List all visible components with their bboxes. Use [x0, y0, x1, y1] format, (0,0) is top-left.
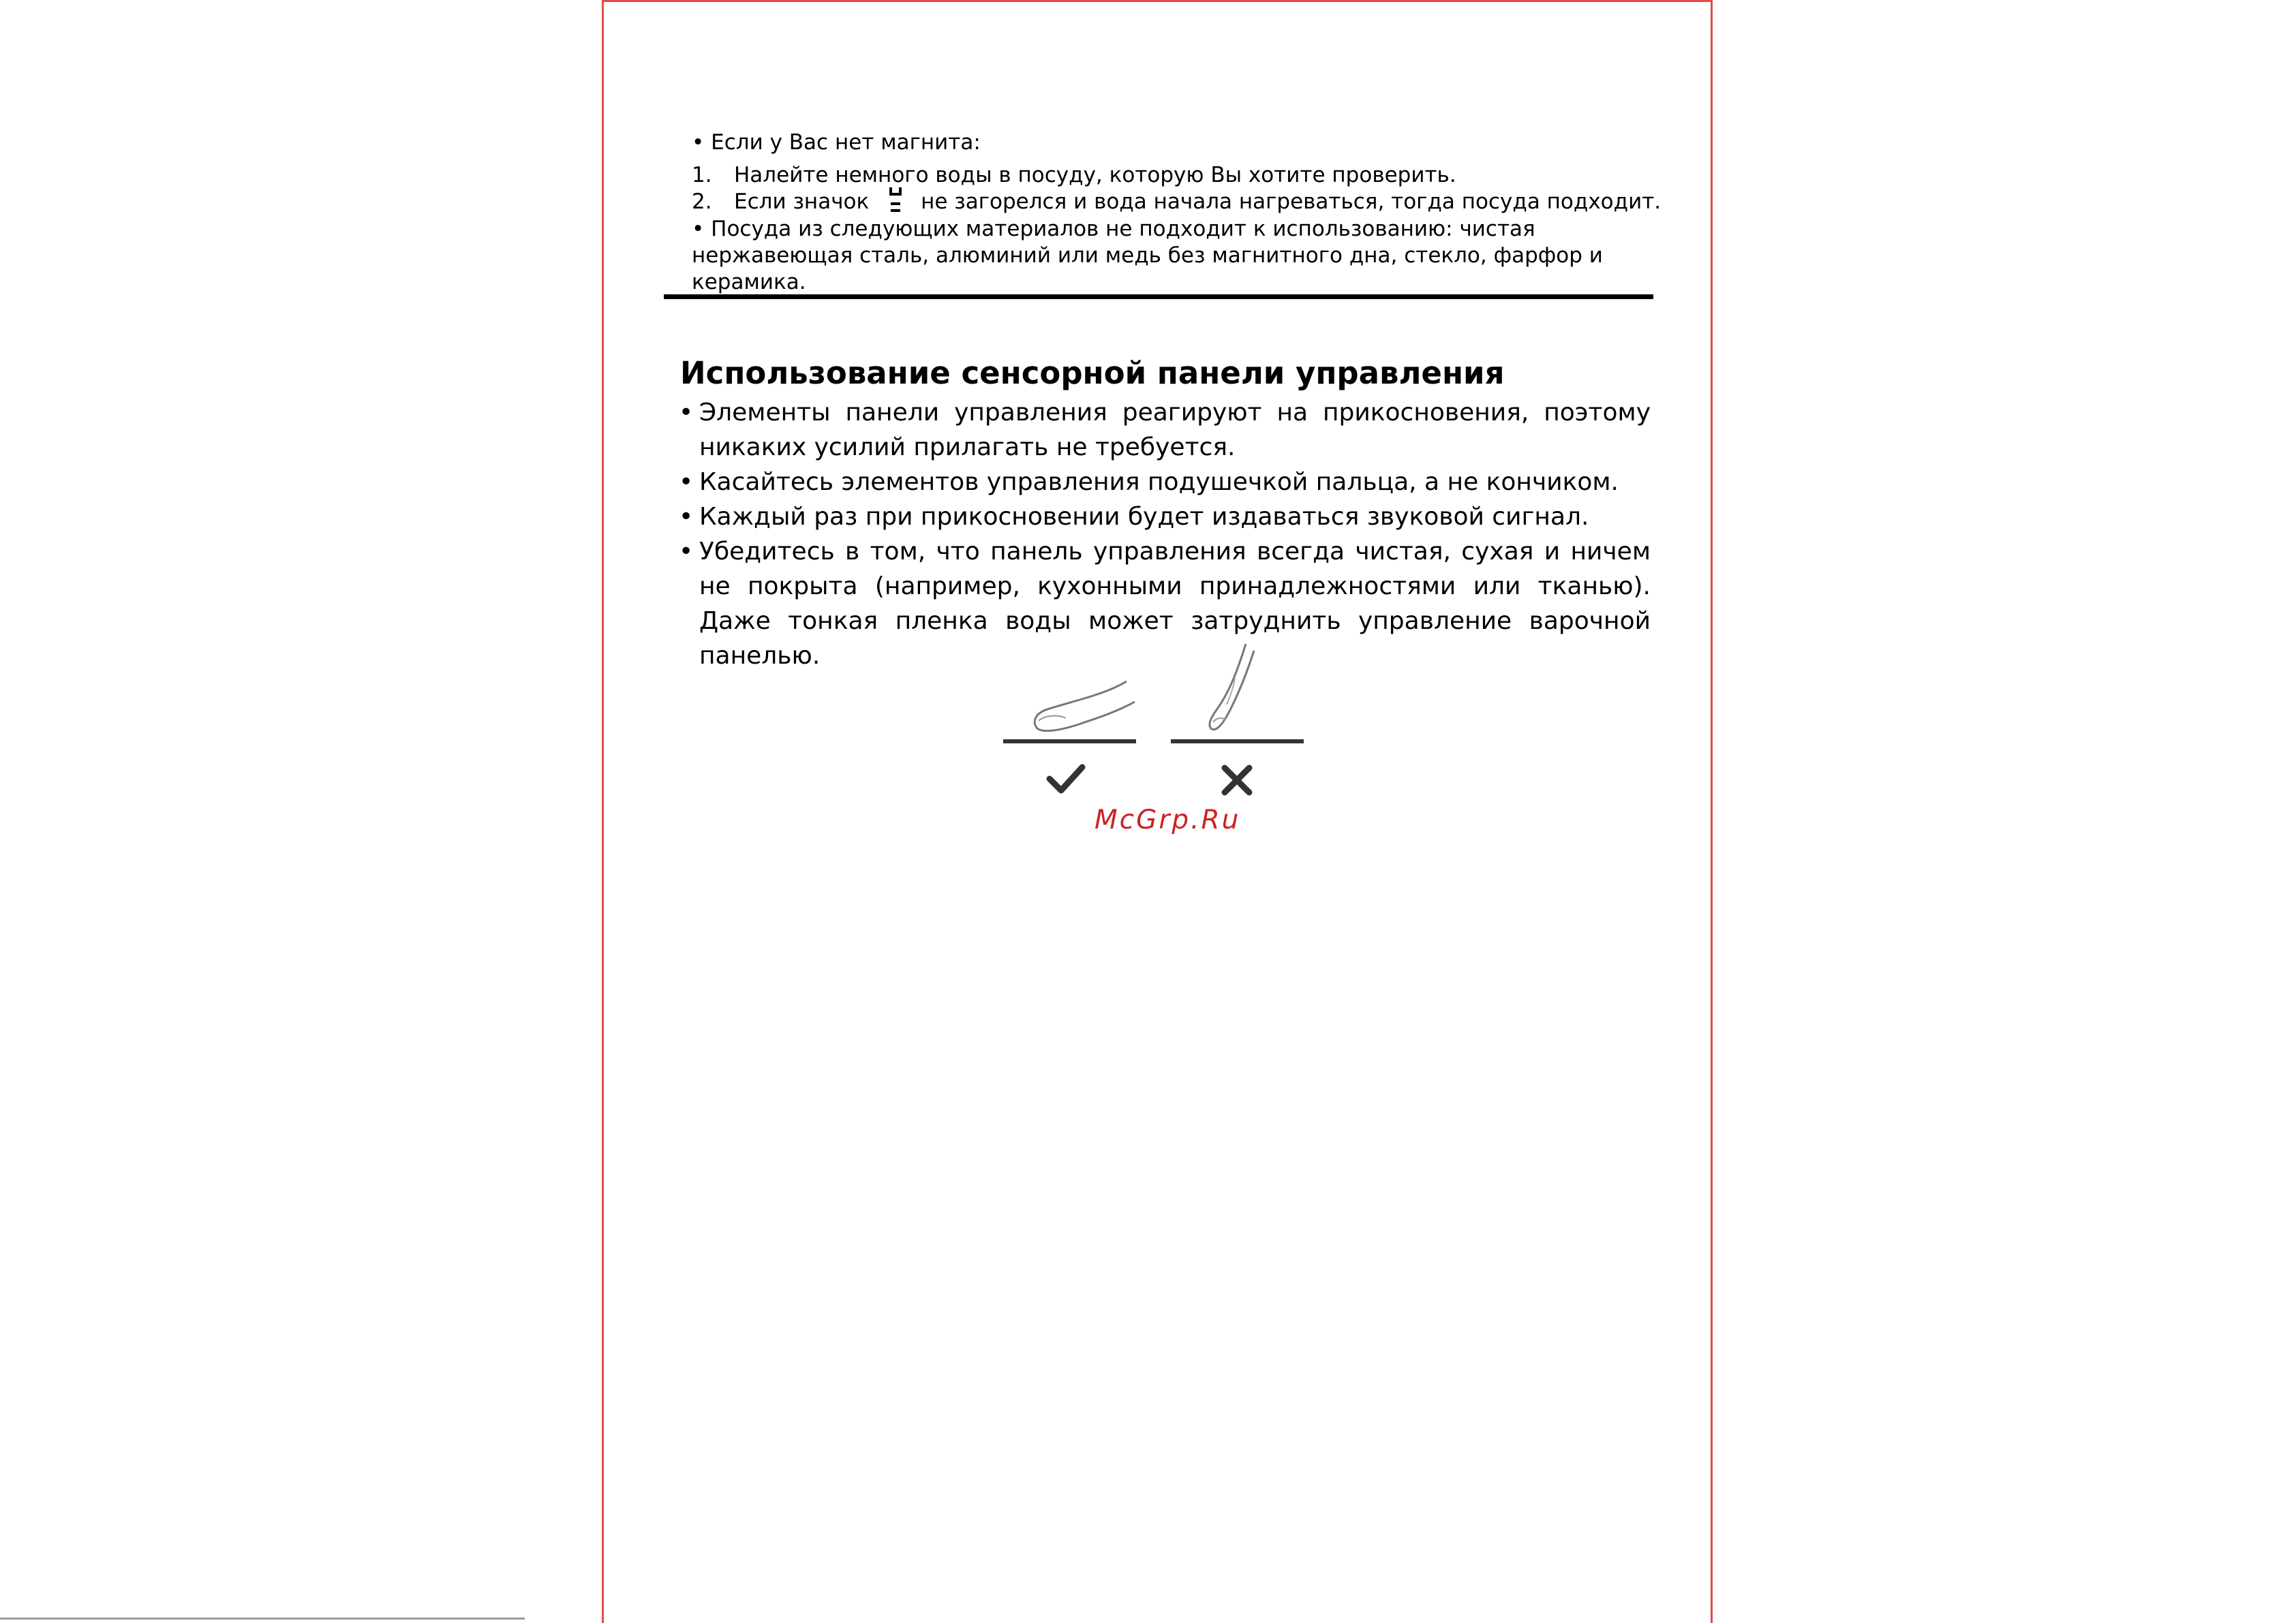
surface-line-right: [1171, 739, 1304, 743]
bullet-text: Каждый раз при прикосновении будет издаваться звуковой сигнал.: [699, 503, 1589, 531]
unsuitable-note-line-1: • Посуда из следующих материалов не подходит к использованию: чистая: [692, 217, 1535, 241]
pan-symbol-icon: [876, 189, 921, 215]
bullet-text: Убедитесь в том, что панель управления всегда чистая, сухая и ничем не покрыта (например, кухонными принадлежностями или тканью). Даже тонкая пленка воды может затруднить управление варочной панелью.: [699, 538, 1651, 670]
unsuitable-note-line-2: нержавеющая сталь, алюминий или медь без магнитного дна, стекло, фарфор и: [692, 243, 1603, 268]
step-2: [692, 189, 1661, 215]
step-2-text-after: не загорелся и вода начала нагреваться, тогда посуда подходит.: [921, 189, 1662, 214]
fingertip-touch-icon: [1210, 644, 1254, 730]
bullet-dot: •: [679, 468, 694, 496]
finger-pad-touch-icon: [1035, 681, 1135, 731]
no-magnet-note: • Если у Вас нет магнита:: [692, 130, 981, 155]
bullet-dot: •: [679, 503, 694, 531]
unsuitable-note-line-3: керамика.: [692, 270, 806, 294]
list-item: [679, 465, 1651, 499]
step-1-number: 1.: [692, 163, 712, 187]
touch-illustration: [995, 634, 1308, 804]
bullet-text: Касайтесь элементов управления подушечкой пальца, а не кончиком.: [699, 468, 1619, 496]
section-heading: Использование сенсорной панели управления: [680, 355, 1505, 391]
cross-icon: [1225, 768, 1249, 792]
section-divider: [664, 294, 1653, 299]
watermark: McGrp.Ru: [1095, 805, 1241, 835]
touch-panel-bullets: [679, 395, 1651, 673]
step-1: [692, 162, 1456, 188]
step-1-text: Налейте немного воды в посуду, которую Вы хотите проверить.: [734, 163, 1456, 187]
bullet-dot: •: [679, 399, 694, 427]
bullet-text: Элементы панели управления реагируют на прикосновения, поэтому никаких усилий прилагать не требуется.: [699, 399, 1651, 461]
bottom-divider: [0, 1618, 525, 1620]
step-2-number: 2.: [692, 189, 712, 214]
checkmark-icon: [1050, 767, 1082, 790]
list-item: [679, 499, 1651, 534]
list-item: [679, 395, 1651, 465]
step-2-text-before: Если значок: [734, 189, 870, 214]
bullet-dot: •: [679, 538, 694, 566]
surface-line-left: [1003, 739, 1136, 743]
